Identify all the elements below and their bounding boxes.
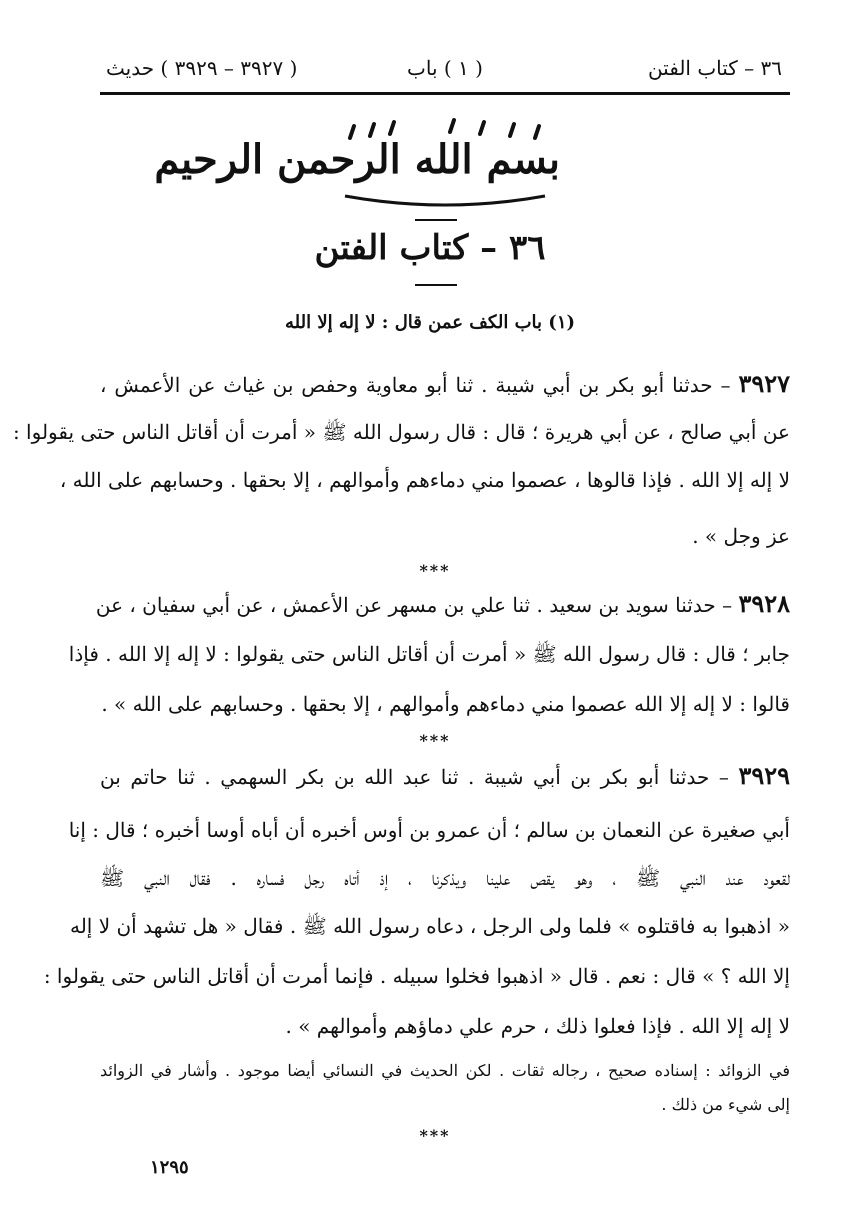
basmala-text: بسم الله الرحمن الرحيم (154, 136, 560, 183)
hadith-line: عن أبي صالح ، عن أبي هريرة ؛ قال : قال رسول الله ﷺ « أمرت أن أقاتل الناس حتى يقولوا : (12, 420, 790, 444)
bab-title: (١) باب الكف عمن قال : لا إله إلا الله (284, 312, 576, 333)
hadith-line: جابر ؛ قال : قال رسول الله ﷺ « أمرت أن أقاتل الناس حتى يقولوا : لا إله إلا الله . فإذا (68, 642, 790, 666)
title-rule-top (415, 219, 457, 221)
basmala-calligraphy (154, 118, 560, 210)
hadith-line: ٣٩٢٨ – حدثنا سويد بن سعيد . ثنا علي بن مسهر عن الأعمش ، عن أبي سفيان ، عن (95, 589, 790, 618)
hadith-line: عز وجل » . (692, 524, 790, 548)
header-hadith-range: ( ٣٩٢٧ – ٣٩٢٩ ) حديث (106, 56, 298, 80)
running-header (100, 48, 790, 95)
book-title: ٣٦ – كتاب الفتن (314, 228, 546, 268)
hadith-line: أبي صغيرة عن النعمان بن سالم ؛ أن عمرو بن أوس أخبره أن أباه أوسا أخبره ؛ قال : إنا (68, 818, 790, 842)
hadith-line: قالوا : لا إله إلا الله عصموا مني دماءهم وأموالهم ، إلا بحقها . وحسابهم على الله » . (101, 692, 790, 716)
hadith-line: إلا الله ؟ » قال : نعم . قال « اذهبوا فخلوا سبيله . فإنما أمرت أن أقاتل الناس حتى يقولوا : (43, 964, 790, 988)
hadith-line: لا إله إلا الله . فإذا قالوها ، عصموا مني دماءهم وأموالهم ، إلا بحقها . وحسابهم على الله ، (59, 468, 790, 492)
hadith-number: ٣٩٢٧ (738, 369, 790, 398)
hadith-line: لقعود عند النبي ﷺ ، وهو يقص علينا ويذكرنا ، إذ أتاه رجل فساره . فقال النبي ﷺ (100, 866, 791, 890)
footnote-line: في الزوائد : إسناده صحيح ، رجاله ثقات . لكن الحديث في النسائي أيضا موجود . وأشار في الزوائد (100, 1061, 790, 1080)
hadith-line: ٣٩٢٩ – حدثنا أبو بكر بن أبي شيبة . ثنا عبد الله بن بكر السهمي . ثنا حاتم بن (100, 761, 790, 790)
hadith-number: ٣٩٢٨ (738, 589, 790, 618)
separator-stars: *** (419, 561, 451, 580)
hadith-line: ٣٩٢٧ – حدثنا أبو بكر بن أبي شيبة . ثنا أبو معاوية وحفص بن غياث عن الأعمش ، (100, 369, 790, 398)
footnote-line: إلى شيء من ذلك . (661, 1095, 790, 1114)
hadith-line: « اذهبوا به فاقتلوه » فلما ولى الرجل ، دعاه رسول الله ﷺ . فقال « هل تشهد أن لا إله (69, 914, 790, 938)
page-number: ١٢٩٥ (150, 1157, 189, 1178)
header-book-title: ٣٦ – كتاب الفتن (647, 56, 782, 80)
separator-stars: *** (419, 731, 451, 750)
hadith-line: لا إله إلا الله . فإذا فعلوا ذلك ، حرم علي دماؤهم وأموالهم » . (285, 1014, 790, 1038)
header-bab: ( ١ ) باب (407, 56, 483, 80)
separator-stars: *** (419, 1126, 451, 1145)
hadith-number: ٣٩٢٩ (738, 761, 790, 790)
title-rule-bottom (415, 284, 457, 286)
